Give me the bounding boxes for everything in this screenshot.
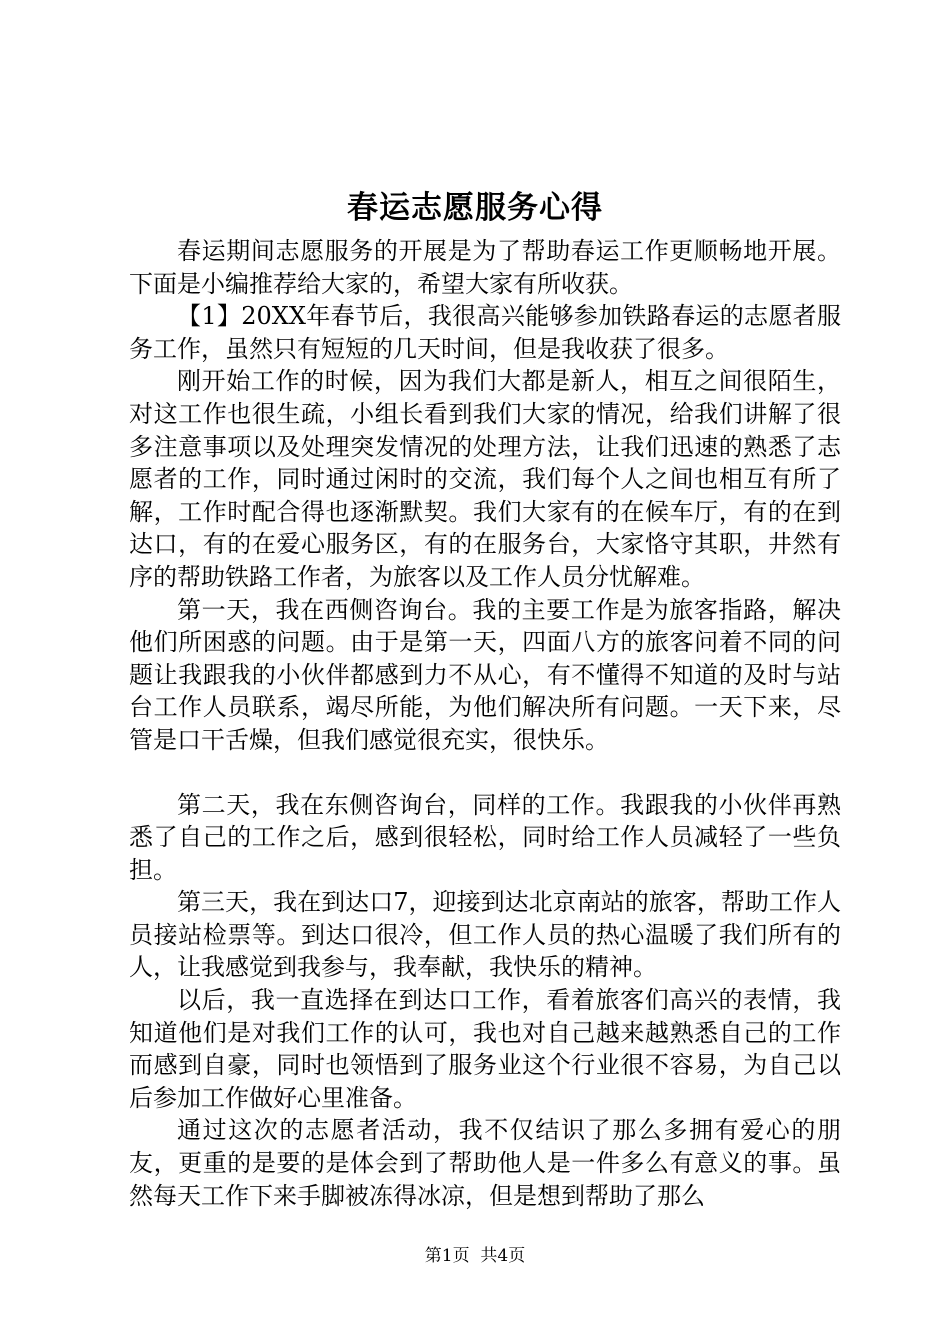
paragraph-2: 刚开始工作的时候，因为我们大都是新人，相互之间很陌生，对这工作也很生疏，小组长看到我们大家的情况，给我们讲解了很多注意事项以及处理突发情况的处理方法，让我们迅速的熟悉了志愿者的工作，同时通过闲时的交流，我们每个人之间也相互有所了解，工作时配合得也逐渐默契。我们大家有的在候车厅，有的在到达口，有的在爱心服务区，有的在服务台，大家恪守其职，井然有序的帮助铁路工作者，为旅客以及工作人员分忧解难。	[129, 367, 841, 591]
paragraph-3: 第一天，我在西侧咨询台。我的主要工作是为旅客指路，解决他们所困惑的问题。由于是第一天，四面八方的旅客问着不同的问题让我跟我的小伙伴都感到力不从心，有不懂得不知道的及时与站台工作人员联系，竭尽所能，为他们解决所有问题。一天下来，尽管是口干舌燥，但我们感觉很充实，很快乐。	[129, 595, 841, 754]
document-body	[129, 235, 841, 1212]
page-footer	[0, 1244, 950, 1268]
document-title: 春运志愿服务心得	[347, 190, 603, 226]
paragraph-1: 【1】20XX年春节后，我很高兴能够参加铁路春运的志愿者服务工作，虽然只有短短的几天时间，但是我收获了很多。	[129, 302, 841, 363]
paragraph-6: 以后，我一直选择在到达口工作，看着旅客们高兴的表情，我知道他们是对我们工作的认可，我也对自己越来越熟悉自己的工作而感到自豪，同时也领悟到了服务业这个行业很不容易，为自己以后参加工作做好心里准备。	[129, 986, 841, 1112]
footer-separator	[470, 1246, 481, 1266]
paragraph-4: 第二天，我在东侧咨询台，同样的工作。我跟我的小伙伴再熟悉了自己的工作之后，感到很轻松，同时给工作人员减轻了一些负担。	[129, 790, 841, 884]
page-total: 共4页	[480, 1246, 526, 1266]
paragraph-7: 通过这次的志愿者活动，我不仅结识了那么多拥有爱心的朋友，更重的是要的是体会到了帮助他人是一件多么有意义的事。虽然每天工作下来手脚被冻得冰凉，但是想到帮助了那么	[129, 1116, 841, 1210]
paragraph-5: 第三天，我在到达口7，迎接到达北京南站的旅客，帮助工作人员接站检票等。到达口很冷，但工作人员的热心温暖了我们所有的人，让我感觉到我参与，我奉献，我快乐的精神。	[129, 888, 841, 982]
page-number: 第1页	[424, 1246, 470, 1266]
paragraph-intro: 春运期间志愿服务的开展是为了帮助春运工作更顺畅地开展。下面是小编推荐给大家的，希望大家有所收获。	[129, 237, 841, 298]
